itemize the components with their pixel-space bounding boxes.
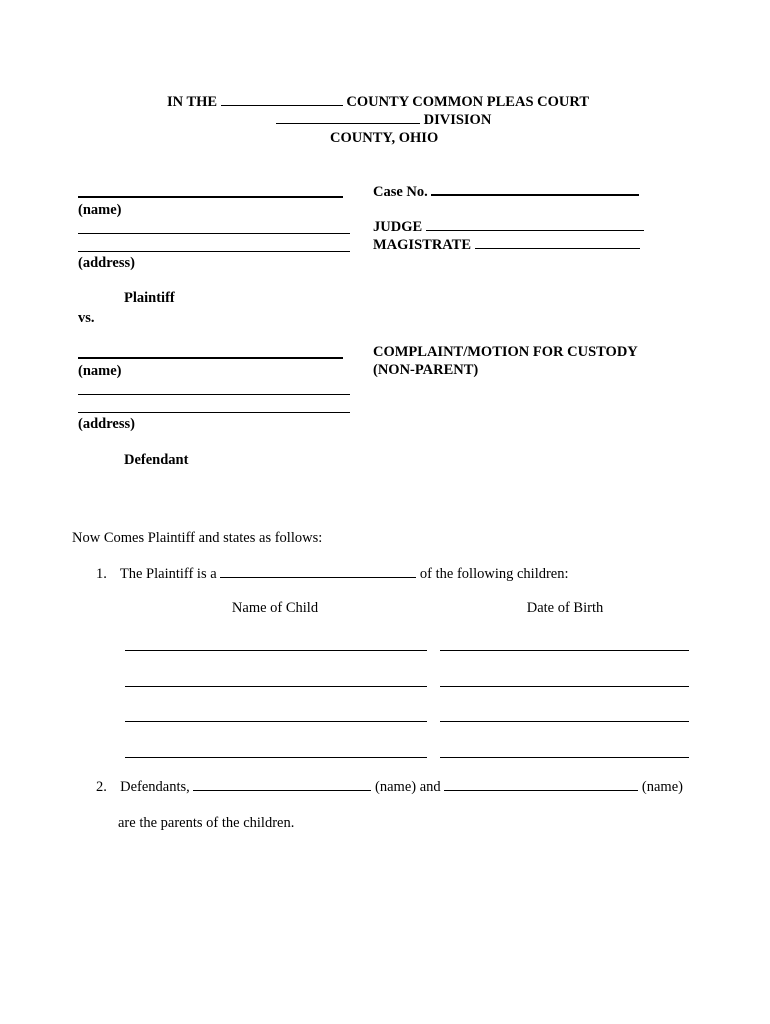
court-header-line-2: DIVISION xyxy=(276,113,491,128)
county-blank[interactable] xyxy=(221,104,343,106)
column-header-name-of-child: Name of Child xyxy=(231,600,319,616)
court-header-line-1: IN THE COUNTY COMMON PLEAS COURT xyxy=(167,94,589,110)
case-number-blank[interactable] xyxy=(431,193,639,196)
column-header-date-of-birth: Date of Birth xyxy=(526,600,604,616)
document-title-line-2: (NON-PARENT) xyxy=(373,362,479,378)
item-1-number: 1. xyxy=(96,566,107,582)
child-name-blank-1[interactable] xyxy=(125,650,427,651)
child-dob-blank-1[interactable] xyxy=(440,650,689,651)
judge-blank[interactable] xyxy=(426,229,644,231)
court-header-line-3: COUNTY, OHIO xyxy=(330,130,439,146)
child-dob-blank-2[interactable] xyxy=(440,686,689,687)
child-name-blank-2[interactable] xyxy=(125,686,427,687)
magistrate-row: MAGISTRATE xyxy=(373,238,640,253)
defendant-name-blank[interactable] xyxy=(78,357,343,359)
plaintiff-name-label: (name) xyxy=(78,202,122,218)
item-1: 1. The Plaintiff is a of the following children: xyxy=(96,566,569,582)
plaintiff-name-blank[interactable] xyxy=(78,196,343,198)
document-title-line-1: COMPLAINT/MOTION FOR CUSTODY xyxy=(373,344,638,360)
defendant-address-label: (address) xyxy=(78,416,135,432)
defendant-name-label: (name) xyxy=(78,363,122,379)
item-2: 2. Defendants, (name) and (name) xyxy=(96,779,683,795)
plaintiff-role-label: Plaintiff xyxy=(124,290,175,306)
case-number-row: Case No. xyxy=(373,185,639,200)
judge-row: JUDGE xyxy=(373,220,644,235)
intro-statement: Now Comes Plaintiff and states as follows: xyxy=(72,530,323,546)
division-blank[interactable] xyxy=(276,122,420,124)
defendant-name-blank-2[interactable] xyxy=(444,789,638,791)
plaintiff-address-blank-1[interactable] xyxy=(78,233,350,234)
item-2-number: 2. xyxy=(96,779,107,795)
plaintiff-address-label: (address) xyxy=(78,255,135,271)
child-dob-blank-4[interactable] xyxy=(440,757,689,758)
versus-label: vs. xyxy=(78,310,95,326)
child-dob-blank-3[interactable] xyxy=(440,721,689,722)
plaintiff-address-blank-2[interactable] xyxy=(78,251,350,252)
defendant-role-label: Defendant xyxy=(124,452,189,468)
magistrate-blank[interactable] xyxy=(475,247,640,249)
defendant-address-blank-1[interactable] xyxy=(78,394,350,395)
defendant-address-blank-2[interactable] xyxy=(78,412,350,413)
child-name-blank-3[interactable] xyxy=(125,721,427,722)
child-name-blank-4[interactable] xyxy=(125,757,427,758)
defendant-name-blank-1[interactable] xyxy=(193,789,371,791)
plaintiff-relationship-blank[interactable] xyxy=(220,576,416,578)
item-2-continuation: are the parents of the children. xyxy=(118,815,295,831)
